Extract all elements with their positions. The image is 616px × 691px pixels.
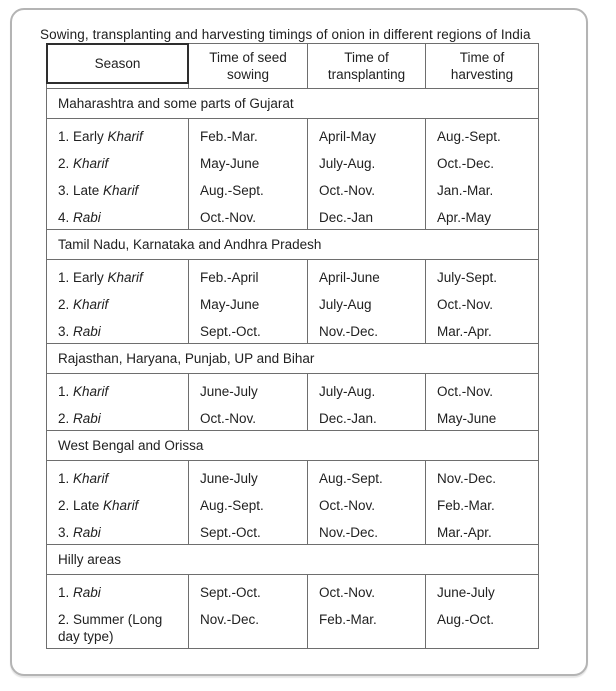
- season-entry: 3. Rabi: [58, 525, 101, 540]
- timings-table: [46, 43, 539, 649]
- cell-transplanting: Aug.-Sept. Oct.-Nov. Nov.-Dec.: [308, 461, 426, 545]
- region-row: [47, 431, 539, 461]
- header-seed-sowing: Time of seed sowing: [189, 44, 308, 89]
- season-entry: 1. Kharif: [58, 384, 109, 399]
- season-entry: 4. Rabi: [58, 210, 101, 225]
- season-entry: 2. Kharif: [58, 156, 109, 171]
- header-row: [47, 44, 539, 89]
- cell-harvesting: Oct.-Nov. May-June: [426, 374, 539, 431]
- section-block: [47, 374, 539, 431]
- header-season-label: Season: [94, 56, 141, 71]
- region-row: [47, 344, 539, 374]
- region-label: West Bengal and Orissa: [47, 431, 539, 461]
- header-transplanting: Time of transplanting: [308, 44, 426, 89]
- cell-sowing: Feb.-Mar. May-June Aug.-Sept. Oct.-Nov.: [189, 119, 308, 230]
- season-entry: 2. Summer (Long day type): [58, 612, 163, 644]
- season-entry: 2. Rabi: [58, 411, 101, 426]
- cell-transplanting: July-Aug. Dec.-Jan.: [308, 374, 426, 431]
- cell-season: [47, 119, 189, 230]
- cell-sowing: Feb.-April May-June Sept.-Oct.: [189, 260, 308, 344]
- content-card: [10, 8, 588, 676]
- season-entry: 1. Kharif: [58, 471, 109, 486]
- section-block: [47, 119, 539, 230]
- cell-season: [47, 461, 189, 545]
- season-entry: 2. Kharif: [58, 297, 109, 312]
- cell-transplanting: April-June July-Aug Nov.-Dec.: [308, 260, 426, 344]
- season-entry: 3. Rabi: [58, 324, 101, 339]
- season-entry: 1. Rabi: [58, 585, 101, 600]
- cell-harvesting: June-July Aug.-Oct.: [426, 575, 539, 649]
- header-season: [47, 44, 189, 89]
- region-label: Rajasthan, Haryana, Punjab, UP and Bihar: [47, 344, 539, 374]
- season-entry: 3. Late Kharif: [58, 183, 139, 198]
- season-entry: 1. Early Kharif: [58, 129, 143, 144]
- cell-season: [47, 575, 189, 649]
- cell-sowing: June-July Oct.-Nov.: [189, 374, 308, 431]
- region-row: [47, 545, 539, 575]
- cell-season: [47, 260, 189, 344]
- season-entry: 2. Late Kharif: [58, 498, 139, 513]
- region-label: Hilly areas: [47, 545, 539, 575]
- season-entry: 1. Early Kharif: [58, 270, 143, 285]
- cell-transplanting: April-May July-Aug. Oct.-Nov. Dec.-Jan: [308, 119, 426, 230]
- season-header-box: [46, 43, 189, 84]
- page-title: Sowing, transplanting and harvesting timings of onion in different regions of India: [40, 27, 531, 42]
- region-row: [47, 230, 539, 260]
- cell-sowing: June-July Aug.-Sept. Sept.-Oct.: [189, 461, 308, 545]
- cell-harvesting: Nov.-Dec. Feb.-Mar. Mar.-Apr.: [426, 461, 539, 545]
- section-block: [47, 260, 539, 344]
- cell-harvesting: July-Sept. Oct.-Nov. Mar.-Apr.: [426, 260, 539, 344]
- cell-season: [47, 374, 189, 431]
- region-row: [47, 89, 539, 119]
- section-block: [47, 575, 539, 649]
- region-label: Maharashtra and some parts of Gujarat: [47, 89, 539, 119]
- cell-harvesting: Aug.-Sept. Oct.-Dec. Jan.-Mar. Apr.-May: [426, 119, 539, 230]
- cell-transplanting: Oct.-Nov. Feb.-Mar.: [308, 575, 426, 649]
- header-harvesting: Time of harvesting: [426, 44, 539, 89]
- region-label: Tamil Nadu, Karnataka and Andhra Pradesh: [47, 230, 539, 260]
- section-block: [47, 461, 539, 545]
- cell-sowing: Sept.-Oct. Nov.-Dec.: [189, 575, 308, 649]
